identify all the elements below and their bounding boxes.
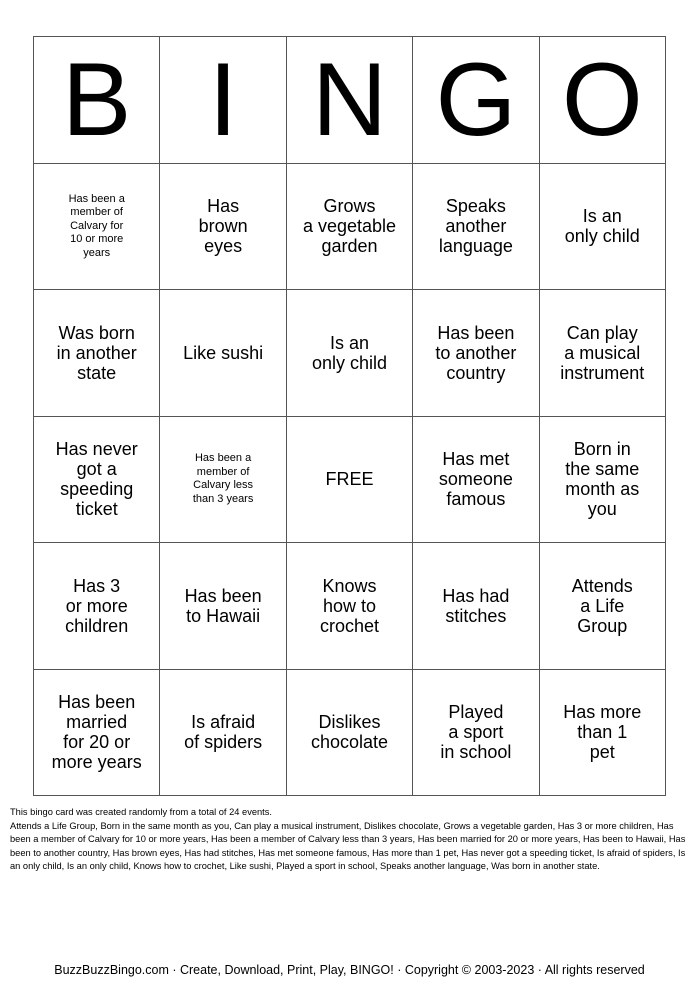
bingo-cell[interactable] [540, 290, 666, 417]
header-letter-n: N [287, 37, 413, 164]
bingo-cell[interactable] [540, 543, 666, 670]
bingo-cell-text: Speaks another language [438, 196, 513, 257]
bingo-cell[interactable] [540, 417, 666, 544]
bingo-cell-text: Played a sport in school [440, 702, 512, 763]
header-letter-o: O [540, 37, 666, 164]
bingo-cell-text: Has 3 or more children [65, 575, 129, 636]
bingo-cell-text: Has been to another country [435, 322, 517, 383]
bingo-cell[interactable] [413, 670, 539, 797]
bingo-cell-text: Dislikes chocolate [310, 712, 389, 753]
bingo-cell[interactable] [34, 417, 160, 544]
bingo-cell[interactable] [160, 164, 286, 291]
bingo-cell-text: Is an only child [311, 332, 388, 373]
bingo-cell-text: Has been married for 20 or more years [51, 692, 142, 773]
bingo-cell[interactable] [287, 290, 413, 417]
bingo-cell[interactable] [160, 290, 286, 417]
card-info-events: Attends a Life Group, Born in the same month as you, Can play a musical instrument, Dislikes chocolate, Grows a vegetable garden, Has 3 or more children, Has been a member of Calvary for 10 or more years, Has been a member of Calvary less than 3 years, Has been married for 20 or more years, Has been to Hawaii, Has been to another country, Has brown eyes, Has had stitches, Has met someone famous, Has more than 1 pet, Has never got a speeding ticket, Is afraid of spiders, Is an only child, Is an only child, Knows how to crochet, Like sushi, Played a sport in school, Speaks another language, Was born in another state. [10, 820, 686, 871]
bingo-cell[interactable] [413, 164, 539, 291]
bingo-cell-text: Has been to Hawaii [184, 585, 262, 626]
bingo-cell-text: Has been a member of Calvary for 10 or more years [68, 192, 125, 259]
bingo-cell[interactable] [540, 164, 666, 291]
bingo-cell[interactable] [413, 417, 539, 544]
header-letter-i: I [160, 37, 286, 164]
bingo-cell-text: Grows a vegetable garden [302, 196, 397, 257]
bingo-cell-text: Has never got a speeding ticket [55, 439, 138, 520]
bingo-cell[interactable] [34, 543, 160, 670]
bingo-cell[interactable] [160, 543, 286, 670]
bingo-cell-text: Born in the same month as you [565, 439, 640, 520]
bingo-cell[interactable] [160, 670, 286, 797]
bingo-cell-text: Has more than 1 pet [563, 702, 642, 763]
bingo-cell[interactable] [34, 670, 160, 797]
free-space-cell[interactable] [287, 417, 413, 544]
bingo-cell-text: Is an only child [564, 206, 640, 247]
bingo-cell-text: Is afraid of spiders [184, 712, 263, 753]
site-footer: BuzzBuzzBingo.com · Create, Download, Print, Play, BINGO! · Copyright © 2003-2023 · All rights reserved [54, 963, 645, 977]
bingo-cell-text: Like sushi [183, 342, 264, 363]
bingo-cell-text: Can play a musical instrument [560, 322, 645, 383]
bingo-cell-text: Has brown eyes [198, 196, 248, 257]
header-letter-g: G [413, 37, 539, 164]
bingo-cell[interactable] [287, 164, 413, 291]
bingo-cell-text: Knows how to crochet [319, 575, 379, 636]
bingo-cell-text: Was born in another state [56, 322, 137, 383]
bingo-cell[interactable] [34, 290, 160, 417]
bingo-cell[interactable] [287, 670, 413, 797]
header-letter-b: B [34, 37, 160, 164]
bingo-cell[interactable] [413, 290, 539, 417]
bingo-cell-text: Attends a Life Group [571, 575, 633, 636]
bingo-cell[interactable] [34, 164, 160, 291]
card-info [10, 806, 692, 874]
free-space-text: FREE [325, 469, 374, 490]
bingo-cell[interactable] [540, 670, 666, 797]
bingo-cell[interactable] [287, 543, 413, 670]
bingo-card [33, 36, 666, 796]
bingo-cell[interactable] [413, 543, 539, 670]
bingo-cell-text: Has been a member of Calvary less than 3 years [192, 452, 254, 505]
bingo-cell-text: Has met someone famous [438, 449, 513, 510]
bingo-cell-text: Has had stitches [442, 585, 510, 626]
card-info-summary: This bingo card was created randomly from a total of 24 events. [10, 807, 272, 817]
bingo-cell[interactable] [160, 417, 286, 544]
